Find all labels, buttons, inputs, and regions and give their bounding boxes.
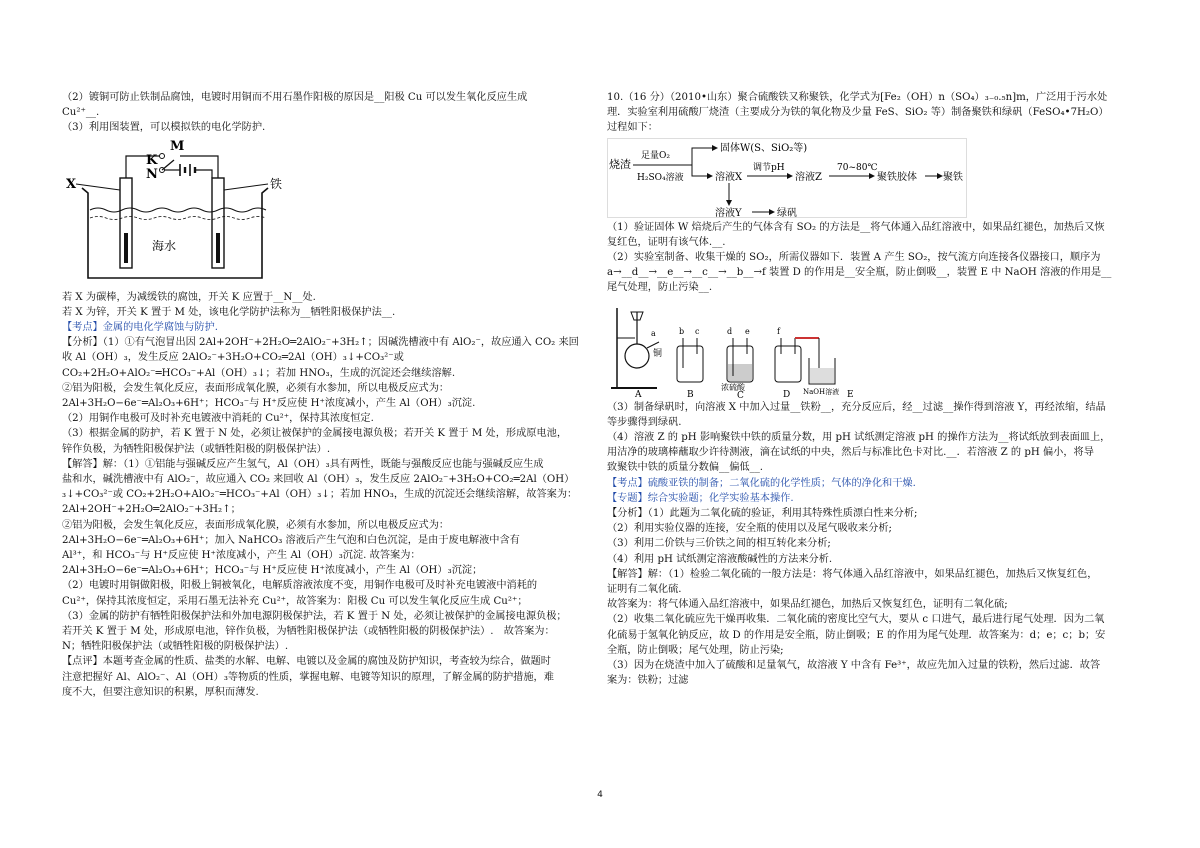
apparatus-copper: 铜 [653, 348, 663, 359]
right-line: 【解答】解：（1）检验二氧化硫的一般方法是：将气体通入品红溶液中，如果品红褪色，加热后又恢复红色， [607, 568, 1098, 580]
left-line: CO₂+2H₂O+AlO₂⁻═HCO₃⁻+Al（OH）₃↓；若加 HNO₃，生成的沉淀还会继续溶解. [62, 367, 456, 379]
apparatus-label-B: B [687, 389, 694, 398]
flow-solZ: 溶液Z [795, 171, 822, 183]
right-line: 【考点】硫酸亚铁的制备；二氧化硫的化学性质；气体的净化和干燥. [607, 477, 916, 489]
right-line: 尾气处理，防止污染__. [607, 282, 713, 294]
apparatus-figure [607, 298, 857, 398]
right-line: 用洁净的玻璃棒蘸取少许待测液，滴在试纸的中央，然后与标准比色卡对比.__．若溶液 Z 的 pH 偏小，将导 [607, 447, 1094, 459]
right-line: 过程如下： [607, 122, 658, 134]
right-line: 【分析】（1）此题为二氧化硫的验证，利用其特殊性质漂白性来分析; [607, 508, 918, 520]
left-line: 【考点】金属的电化学腐蚀与防护. [62, 322, 219, 334]
right-line: 【专题】综合实验题；化学实验基本操作. [607, 492, 794, 504]
right-line: （4）利用 pH 试纸测定溶液酸碱性的方法来分析. [607, 553, 833, 565]
electrochem-figure [62, 138, 292, 288]
apparatus-port-c: c [695, 326, 700, 336]
left-line: （3）根据金属的防护，若 K 置于 N 处，必须让被保护的金属接电源负极；若开关 K 置于 M 处，形成原电池， [62, 428, 568, 440]
right-line: （3）利用二价铁与三价铁之间的相互转化来分析; [607, 538, 831, 550]
apparatus-label-C: C [737, 390, 744, 398]
right-line: 化硫易于氢氧化钠反应，故 D 的作用是安全瓶，防止倒吸；E 的作用为尾气处理．故答案为：d；e；c；b；安 [607, 629, 1106, 641]
left-line: （3）利用图装置，可以模拟铁的电化学防护. [62, 122, 266, 134]
right-line: （4）溶液 Z 的 pH 影响聚铁中铁的质量分数，用 pH 试纸测定溶液 pH 的操作方法为__将试纸放到表面皿上， [607, 432, 1111, 444]
label-seawater: 海水 [152, 238, 177, 253]
left-line: （3）金属的防护有牺牲阳极保护法和外加电源阴极保护法，若 K 置于 N 处，必须让被保护的金属接电源负极； [62, 610, 567, 622]
right-line: （2）收集二氧化硫应先干燥再收集．二氧化硫的密度比空气大，要从 c 口进气，最后进行尾气处理．因为二氧 [607, 614, 1105, 626]
flow-ph: 调节pH [753, 162, 785, 173]
left-line: 2Al+3H₂O−6e⁻═Al₂O₃+6H⁺；HCO₃⁻与 H⁺反应使 H⁺浓度减小，产生 Al（OH）₃沉淀； [62, 565, 483, 577]
apparatus-port-d: d [727, 326, 733, 336]
apparatus-label-A: A [635, 389, 642, 398]
apparatus-label-E: E [847, 389, 854, 398]
label-M: M [170, 138, 185, 154]
right-line: 故答案为：将气体通入品红溶液中，如果品红褪色，加热后又恢复红色，证明有二氧化硫; [607, 599, 1008, 611]
right-line: 案为：铁粉；过滤 [607, 675, 689, 687]
left-line: （2）用铜作电极可及时补充电镀液中消耗的 Cu²⁺，保持其浓度恒定. [62, 413, 374, 425]
left-line: 锌作负极，为牺牲阳极保护法（或牺牲阳极的阴极保护法）. [62, 443, 331, 455]
right-line: （2）实验室制备、收集干燥的 SO₂，所需仪器如下．装置 A 产生 SO₂，按气流方向连接各仪器接口，顺序为 [607, 252, 1101, 264]
apparatus-port-f: f [777, 326, 780, 336]
label-N: N [146, 166, 158, 182]
left-line: 2Al+2OH⁻+2H₂O═2AlO₂⁻+3H₂↑； [62, 504, 241, 516]
right-line: （3）因为在烧渣中加入了硫酸和足量氧气，故溶液 Y 中含有 Fe³⁺，故应先加入过量的铁粉，然后过滤．故答 [607, 660, 1101, 672]
left-line: 收 Al（OH）₃，发生反应 2AlO₂⁻+3H₂O+CO₂═2Al（OH）₃↓+CO₃²⁻或 [62, 352, 404, 364]
flow-solY: 溶液Y [715, 207, 742, 218]
left-line: 若 X 为锌，开关 K 置于 M 处，该电化学防护法称为__牺牲阳极保护法__. [62, 306, 396, 318]
flow-cinder: 烧渣 [609, 157, 631, 171]
left-line: N；牺牲阳极保护法（或牺牲阳极的阴极保护法）. [62, 641, 289, 653]
flow-vitriol: 绿矾 [777, 207, 797, 218]
left-line: Cu²⁺，保持其浓度恒定，采用石墨无法补充 Cu²⁺，故答案为：阳极 Cu 可以发生氧化反应生成 Cu²⁺； [62, 595, 528, 607]
left-line: 2Al+3H₂O−6e⁻═Al₂O₃+6H⁺；HCO₃⁻与 H⁺反应使 H⁺浓度减小，产生 Al（OH）₃沉淀. [62, 398, 476, 410]
left-line: （2）镀铜可防止铁制品腐蚀，电镀时用铜而不用石墨作阳极的原因是__阳极 Cu 可以发生氧化反应生成 [62, 92, 528, 103]
left-line: 2Al+3H₂O−6e⁻═Al₂O₃+6H⁺；加入 NaHCO₃ 溶液后产生气泡和白色沉淀，是由于废电解液中含有 [62, 534, 520, 546]
right-line: （1）验证固体 W 焙烧后产生的气体含有 SO₂ 的方法是__将气体通入品红溶液中，如果品红褪色，加热后又恢 [607, 221, 1105, 233]
process-flow-diagram [607, 138, 967, 218]
flow-reagent-top: 足量O₂ [641, 150, 670, 161]
flow-solX: 溶液X [715, 171, 743, 183]
left-line: 盐和水，碱洗槽液中有 AlO₂⁻，故应通入 CO₂ 来回收 Al（OH）₃，发生反应 2AlO₂⁻+3H₂O+CO₂═2Al（OH） [62, 474, 575, 486]
right-line: a→__d__→__e__→__c__→__b__→f 装置 D 的作用是__安全瓶，防止倒吸__，装置 E 中 NaOH 溶液的作用是__ [607, 267, 1112, 279]
label-X: X [66, 176, 77, 192]
right-line: （2）利用实验仪器的连接，安全瓶的使用以及尾气吸收来分析; [607, 523, 892, 535]
left-line: 若开关 K 置于 M 处，形成原电池，锌作负极，为牺牲阳极保护法（或牺牲阳极的阴极保护法）. 故答案为： [62, 626, 555, 638]
flow-reagent-bottom: H₂SO₄溶液 [637, 172, 684, 183]
flow-temp: 70~80℃ [837, 162, 878, 173]
right-column [607, 90, 1135, 688]
label-K: K [146, 152, 158, 168]
page-number: 4 [597, 790, 603, 800]
left-line: 【点评】本题考查金属的性质、盐类的水解、电解、电镀以及金属的腐蚀及防护知识，考查较为综合，做题时 [62, 656, 551, 668]
left-line: 若 X 为碳棒，为减缓铁的腐蚀，开关 K 应置于__N__处. [62, 291, 316, 303]
right-line: 致聚铁中铁的质量分数偏__偏低__. [607, 462, 764, 474]
apparatus-port-e: e [745, 326, 750, 336]
left-line: 【分析】（1）①有气泡冒出因 2Al+2OH⁻+2H₂O═2AlO₂⁻+3H₂↑；因碱洗槽液中有 AlO₂⁻，故应通入 CO₂ 来回 [62, 337, 579, 349]
flow-solid: 固体W(S、SiO₂等) [720, 142, 808, 154]
apparatus-label-D: D [783, 389, 791, 398]
apparatus-port-b: b [679, 326, 685, 336]
left-column [62, 90, 582, 700]
apparatus-naoh: NaOH溶液 [803, 387, 840, 396]
left-line: ②铝为阳极，会发生氧化反应，表面形成氧化膜，必须有水参加，所以电极反应式为： [62, 382, 450, 394]
right-line: 理．实验室利用硫酸厂烧渣（主要成分为铁的氧化物及少量 FeS、SiO₂ 等）制备聚铁和绿矾（FeSO₄•7H₂O） [607, 107, 1109, 119]
flow-polyfe: 聚铁 [943, 171, 963, 183]
right-line: 10.（16 分）（2010•山东）聚合硫酸铁又称聚铁，化学式为[Fe₂（OH）n（SO₄）₃₋₀.₅n]m，广泛用于污水处 [607, 92, 1108, 103]
right-line: 复红色，证明有该气体.__. [607, 236, 726, 248]
right-line: （3）制备绿矾时，向溶液 X 中加入过量__铁粉__，充分反应后，经__过滤__操作得到溶液 Y，再经浓缩，结晶 [607, 401, 1106, 413]
left-line: ②铝为阳极，会发生氧化反应，表面形成氧化膜，必须有水参加，所以电极反应式为： [62, 519, 450, 531]
right-line: 全瓶，防止倒吸；尾气处理，防止污染; [607, 644, 784, 656]
apparatus-port-a: a [651, 328, 656, 338]
left-line: 度不大，但要注意知识的积累，厚积而薄发. [62, 686, 259, 698]
label-iron: 铁 [270, 176, 283, 191]
right-line: 证明有二氧化硫. [607, 584, 682, 596]
left-line: Al³⁺，和 HCO₃⁻与 H⁺反应使 H⁺浓度减小，产生 Al（OH）₃沉淀. 故答案为： [62, 550, 421, 562]
left-line: （2）电镀时用铜做阳极，阳极上铜被氧化，电解质溶液浓度不变，用铜作电极可及时补充电镀液中消耗的 [62, 580, 538, 592]
flow-colloid: 聚铁胶体 [877, 171, 917, 183]
left-line: 【解答】解：（1）①铝能与强碱反应产生氢气，Al（OH）₃具有两性，既能与强酸反应也能与强碱反应生成 [62, 458, 544, 470]
right-line: 等步骤得到绿矾. [607, 416, 682, 428]
left-line: Cu²⁺__. [62, 107, 100, 119]
left-line: 注意把握好 Al、AlO₂⁻、Al（OH）₃等物质的性质，掌握电解、电镀等知识的原理，了解金属的防护措施，难 [62, 671, 554, 683]
apparatus-conc-acid: 浓硫酸 [721, 382, 745, 392]
left-line: ₃↓+CO₃²⁻或 CO₂+2H₂O+AlO₂⁻═HCO₃⁻+Al（OH）₃↓；若加 HNO₃，生成的沉淀还会继续溶解，故答案为： [62, 489, 578, 501]
